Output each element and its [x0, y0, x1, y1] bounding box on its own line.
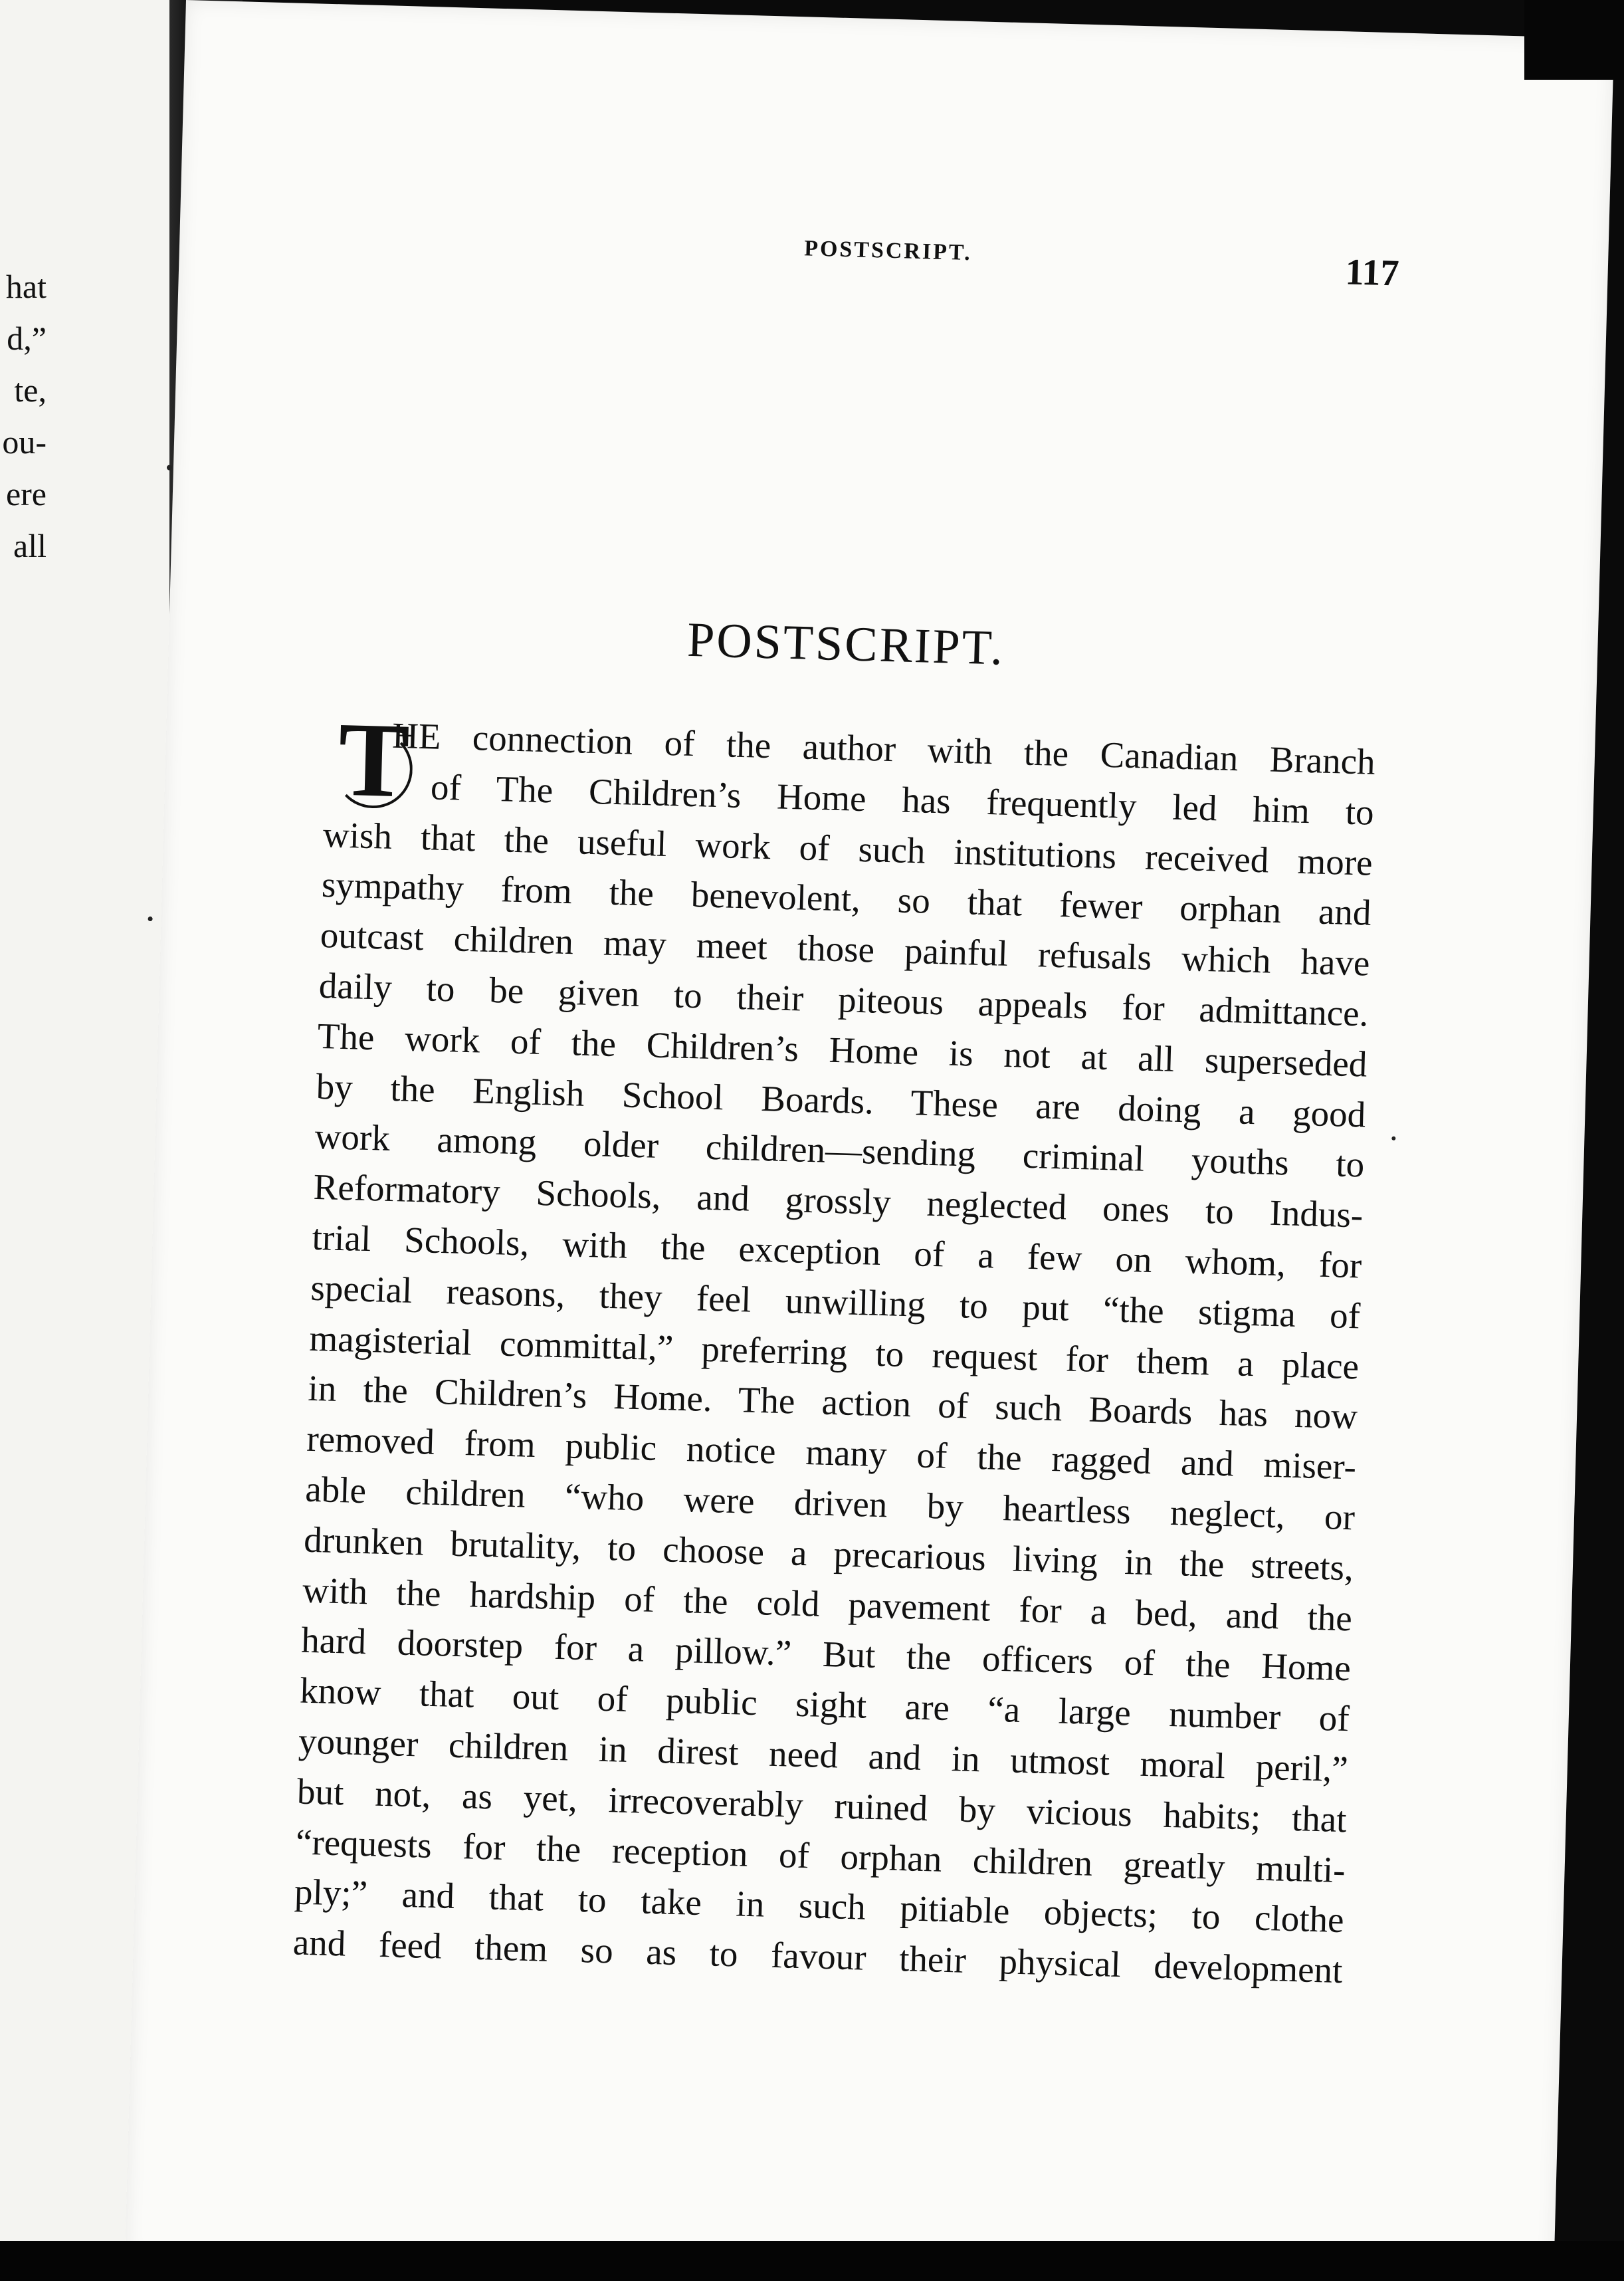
page-number: 117 — [1344, 251, 1400, 294]
text-line: work among older children—sending criminal youths to — [314, 1116, 1366, 1185]
text-line: by the English School Boards. These are doing a good — [316, 1065, 1367, 1135]
text-line: “requests for the reception of orphan children greatly multi- — [295, 1821, 1346, 1890]
scan-edge-shadow — [1524, 0, 1624, 80]
text-line: wish that the useful work of such institutions received more — [322, 814, 1373, 883]
text-line: sympathy from the benevolent, so that fewer orphan and — [321, 864, 1372, 934]
fragment-line: te, — [14, 372, 47, 409]
text-line: outcast children may meet those painful refusals which have — [320, 915, 1371, 984]
scan-speck — [1391, 1137, 1395, 1140]
text-line: but not, as yet, irrecoverably ruined by vicious habits; that — [296, 1771, 1348, 1840]
text-line: of The Children’s Home has frequently led him to — [430, 766, 1375, 833]
running-head: POSTSCRIPT. — [803, 236, 973, 266]
text-line: and feed them so as to favour their physical development — [292, 1921, 1344, 1991]
chapter-title: POSTSCRIPT. — [686, 612, 1006, 676]
text-line: in the Children’s Home. The action of such Boards has now — [307, 1368, 1358, 1437]
text-line: Reformatory Schools, and grossly neglected ones to Indus- — [312, 1166, 1364, 1236]
text-line: removed from public notice many of the ragged and miser- — [306, 1418, 1357, 1487]
text-line: trial Schools, with the exception of a few on whom, for — [311, 1216, 1362, 1286]
previous-page-text-fragments — [0, 261, 47, 572]
page-117 — [125, 0, 1614, 2281]
text-line: HE connection of the author with the Canadian Branch — [391, 714, 1376, 782]
fragment-line: hat — [5, 268, 47, 305]
fragment-line: ou- — [2, 423, 47, 461]
text-line: with the hardship of the cold pavement for a bed, and the — [302, 1569, 1353, 1638]
text-line: younger children in direst need and in utmost moral peril,” — [298, 1720, 1349, 1790]
text-line: magisterial committal,” preferring to request for them a place — [308, 1317, 1360, 1387]
text-line: special reasons, they feel unwilling to put “the stigma of — [310, 1267, 1361, 1337]
text-line: know that out of public sight are “a large number of — [299, 1670, 1350, 1739]
scan-bottom-edge — [0, 2241, 1624, 2281]
drop-cap — [336, 699, 411, 820]
text-line: drunken brutality, to choose a precarious living in the streets, — [303, 1519, 1354, 1588]
text-line: able children “who were driven by heartless neglect, or — [304, 1468, 1356, 1538]
text-line: ply;” and that to take in such pitiable objects; to clothe — [294, 1871, 1345, 1941]
text-line: hard doorstep for a pillow.” But the officers of the Home — [300, 1619, 1352, 1689]
drop-cap-letter: T — [336, 699, 411, 820]
body-text — [292, 699, 1376, 1996]
fragment-line: ere — [5, 475, 47, 512]
text-line: daily to be given to their piteous appeals for admittance. — [318, 964, 1370, 1034]
fragment-line: d,” — [7, 320, 47, 357]
text-line: The work of the Children’s Home is not at all superseded — [317, 1015, 1368, 1085]
fragment-line: all — [13, 527, 47, 564]
